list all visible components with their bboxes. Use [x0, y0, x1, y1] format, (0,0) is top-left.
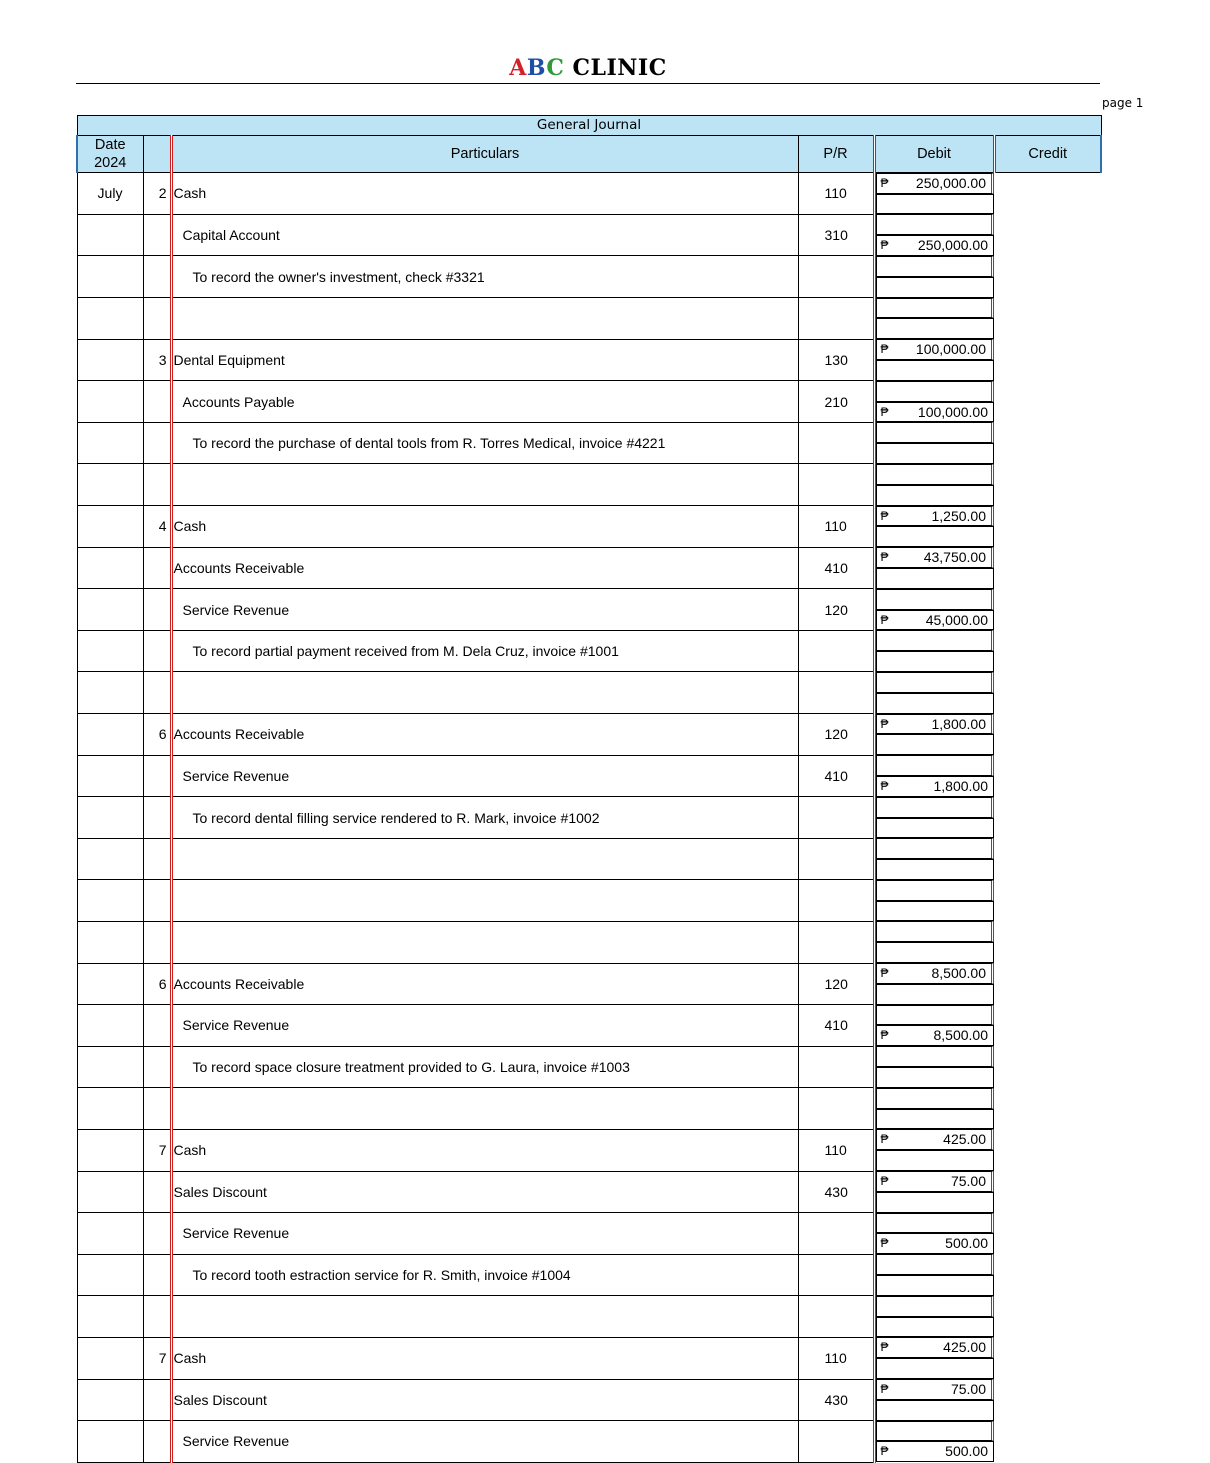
- date-header-year: 2024: [94, 154, 127, 171]
- day-column-header: [143, 135, 171, 172]
- row-credit: [876, 526, 995, 547]
- row-pr: 120: [798, 714, 874, 756]
- title-letter-b: B: [526, 55, 547, 81]
- row-pr: [798, 1254, 874, 1296]
- row-particulars: Accounts Receivable: [171, 963, 798, 1005]
- row-pr: 410: [798, 1005, 874, 1047]
- row-debit: [876, 1129, 995, 1150]
- row-pr: 110: [798, 1337, 874, 1379]
- row-pr: [798, 1296, 874, 1338]
- row-particulars: [171, 464, 798, 506]
- row-day: [143, 1296, 171, 1338]
- row-debit: [876, 1254, 995, 1275]
- row-day: [143, 630, 171, 672]
- journal-row: [77, 714, 1101, 756]
- row-month: [77, 1379, 143, 1421]
- general-journal-table: [76, 115, 1102, 1463]
- row-debit: [876, 838, 995, 859]
- row-credit: [876, 1150, 995, 1171]
- row-credit: [876, 443, 995, 464]
- row-month: [77, 921, 143, 963]
- row-day: 7: [143, 1337, 171, 1379]
- journal-row: [77, 1254, 1101, 1296]
- debit-currency-symbol: ₱: [880, 716, 889, 731]
- journal-row: [77, 1337, 1101, 1379]
- row-debit: [876, 714, 995, 735]
- journal-row: [77, 1213, 1101, 1255]
- debit-currency-symbol: ₱: [880, 966, 889, 981]
- row-credit: [876, 1067, 995, 1088]
- row-day: [143, 464, 171, 506]
- row-month: [77, 1254, 143, 1296]
- row-credit: [876, 984, 995, 1005]
- debit-currency-symbol: ₱: [880, 550, 889, 565]
- row-credit: [876, 651, 995, 672]
- row-debit: [876, 1046, 995, 1067]
- row-pr: [798, 1046, 874, 1088]
- debit-amount: 1,250.00: [931, 507, 986, 524]
- row-debit: [876, 963, 995, 984]
- row-debit: [876, 1088, 995, 1109]
- row-pr: 120: [798, 963, 874, 1005]
- row-credit: [876, 485, 995, 506]
- journal-row: [77, 298, 1101, 340]
- credit-amount: 250,000.00: [917, 237, 988, 254]
- row-credit: [876, 734, 995, 755]
- row-day: [143, 1254, 171, 1296]
- journal-row: [77, 630, 1101, 672]
- debit-amount: 75.00: [950, 1173, 986, 1190]
- row-day: [143, 1379, 171, 1421]
- row-pr: 130: [798, 339, 874, 381]
- row-debit: [876, 1337, 995, 1358]
- debit-amount: 425.00: [943, 1131, 986, 1148]
- row-day: [143, 921, 171, 963]
- row-month: [77, 672, 143, 714]
- journal-row: [77, 755, 1101, 797]
- row-particulars: To record the owner's investment, check #3321: [171, 256, 798, 298]
- journal-row: [77, 214, 1101, 256]
- row-particulars: To record partial payment received from M. Dela Cruz, invoice #1001: [171, 630, 798, 672]
- journal-row: [77, 422, 1101, 464]
- row-month: [77, 1213, 143, 1255]
- date-column-header: [77, 135, 143, 172]
- credit-amount: 1,800.00: [933, 777, 988, 794]
- row-month: [77, 1171, 143, 1213]
- journal-row: [77, 339, 1101, 381]
- row-month: [77, 214, 143, 256]
- debit-amount: 250,000.00: [915, 174, 986, 191]
- debit-currency-symbol: ₱: [880, 1174, 889, 1189]
- row-pr: 120: [798, 589, 874, 631]
- row-particulars: To record space closure treatment provided to G. Laura, invoice #1003: [171, 1046, 798, 1088]
- row-pr: [798, 797, 874, 839]
- row-pr: 410: [798, 755, 874, 797]
- row-debit: [876, 1421, 995, 1442]
- journal-row: [77, 1046, 1101, 1088]
- row-credit: [876, 1275, 995, 1296]
- row-particulars: [171, 880, 798, 922]
- row-month: [77, 547, 143, 589]
- journal-row: [77, 880, 1101, 922]
- row-particulars: [171, 838, 798, 880]
- row-pr: [798, 256, 874, 298]
- title-letter-c: C: [546, 55, 565, 81]
- credit-currency-symbol: ₱: [880, 612, 889, 627]
- row-particulars: Sales Discount: [171, 1171, 798, 1213]
- debit-currency-symbol: ₱: [880, 175, 889, 190]
- title-underline: [76, 83, 1100, 84]
- debit-amount: 75.00: [950, 1381, 986, 1398]
- row-day: [143, 1171, 171, 1213]
- row-month: [77, 1421, 143, 1463]
- credit-amount: 500.00: [945, 1235, 988, 1252]
- journal-row: [77, 1421, 1101, 1463]
- debit-currency-symbol: ₱: [880, 1382, 889, 1397]
- row-day: [143, 672, 171, 714]
- row-credit: [876, 318, 995, 339]
- journal-body: [77, 172, 1101, 1462]
- row-day: 6: [143, 963, 171, 1005]
- row-credit: [876, 402, 995, 423]
- row-day: [143, 838, 171, 880]
- debit-amount: 1,800.00: [931, 715, 986, 732]
- row-particulars: Sales Discount: [171, 1379, 798, 1421]
- row-pr: [798, 1088, 874, 1130]
- row-day: [143, 880, 171, 922]
- debit-amount: 100,000.00: [915, 341, 986, 358]
- row-month: [77, 963, 143, 1005]
- journal-row: [77, 1379, 1101, 1421]
- row-day: 4: [143, 506, 171, 548]
- journal-row: [77, 1005, 1101, 1047]
- row-month: [77, 422, 143, 464]
- row-pr: [798, 630, 874, 672]
- row-particulars: Cash: [171, 1337, 798, 1379]
- journal-row: [77, 672, 1101, 714]
- credit-amount: 500.00: [945, 1443, 988, 1460]
- row-debit: [876, 755, 995, 776]
- row-particulars: Accounts Receivable: [171, 547, 798, 589]
- journal-title: General Journal: [77, 116, 1101, 136]
- row-debit: [876, 256, 995, 277]
- row-debit: [876, 1171, 995, 1192]
- row-particulars: Service Revenue: [171, 1005, 798, 1047]
- journal-row: [77, 921, 1101, 963]
- row-debit: [876, 464, 995, 485]
- row-day: [143, 589, 171, 631]
- credit-currency-symbol: ₱: [880, 404, 889, 419]
- row-month: [77, 630, 143, 672]
- row-credit: [876, 277, 995, 298]
- row-particulars: Service Revenue: [171, 1421, 798, 1463]
- debit-amount: 425.00: [943, 1339, 986, 1356]
- row-pr: 210: [798, 381, 874, 423]
- row-debit: [876, 1005, 995, 1026]
- row-debit: [876, 422, 995, 443]
- page-number: page 1: [1102, 96, 1144, 110]
- row-day: [143, 381, 171, 423]
- credit-amount: 100,000.00: [917, 403, 988, 420]
- journal-row: [77, 256, 1101, 298]
- row-particulars: To record dental filling service rendered to R. Mark, invoice #1002: [171, 797, 798, 839]
- row-credit: [876, 194, 995, 215]
- credit-amount: 45,000.00: [925, 611, 988, 628]
- row-pr: 110: [798, 1129, 874, 1171]
- row-month: [77, 339, 143, 381]
- journal-row: [77, 1088, 1101, 1130]
- row-day: [143, 298, 171, 340]
- debit-column-header: Debit: [874, 135, 994, 172]
- credit-currency-symbol: ₱: [880, 1444, 889, 1459]
- row-credit: [876, 1358, 995, 1379]
- credit-currency-symbol: ₱: [880, 238, 889, 253]
- journal-row: [77, 381, 1101, 423]
- row-month: [77, 755, 143, 797]
- row-debit: [876, 797, 995, 818]
- row-debit: [876, 298, 995, 319]
- row-day: [143, 547, 171, 589]
- row-credit: [876, 942, 995, 963]
- row-day: 7: [143, 1129, 171, 1171]
- row-debit: [876, 339, 995, 360]
- journal-row: [77, 1296, 1101, 1338]
- row-month: [77, 1046, 143, 1088]
- row-day: 6: [143, 714, 171, 756]
- row-day: [143, 1046, 171, 1088]
- row-month: [77, 1005, 143, 1047]
- date-header-label: Date: [94, 136, 126, 153]
- row-debit: [876, 672, 995, 693]
- debit-currency-symbol: ₱: [880, 1132, 889, 1147]
- row-credit: [876, 1233, 995, 1254]
- row-month: [77, 1088, 143, 1130]
- row-pr: [798, 298, 874, 340]
- row-pr: [798, 672, 874, 714]
- row-particulars: Accounts Receivable: [171, 714, 798, 756]
- row-credit: [876, 818, 995, 839]
- row-debit: [876, 1296, 995, 1317]
- row-month: [77, 714, 143, 756]
- row-credit: [876, 568, 995, 589]
- row-pr: [798, 464, 874, 506]
- credit-column-header: Credit: [994, 135, 1101, 172]
- journal-row: [77, 797, 1101, 839]
- row-day: [143, 1213, 171, 1255]
- row-particulars: [171, 672, 798, 714]
- row-debit: [876, 381, 995, 402]
- row-credit: [876, 901, 995, 922]
- row-month: [77, 506, 143, 548]
- row-pr: [798, 422, 874, 464]
- journal-row: [77, 1129, 1101, 1171]
- row-credit: [876, 776, 995, 797]
- row-month: [77, 1337, 143, 1379]
- row-particulars: Cash: [171, 1129, 798, 1171]
- debit-amount: 8,500.00: [931, 965, 986, 982]
- row-pr: 430: [798, 1171, 874, 1213]
- row-credit: [876, 859, 995, 880]
- debit-currency-symbol: ₱: [880, 1340, 889, 1355]
- credit-currency-symbol: ₱: [880, 778, 889, 793]
- row-credit: [876, 235, 995, 256]
- row-pr: [798, 838, 874, 880]
- row-debit: [876, 173, 995, 194]
- row-particulars: [171, 298, 798, 340]
- row-pr: 110: [798, 172, 874, 214]
- row-month: [77, 838, 143, 880]
- row-credit: [876, 360, 995, 381]
- row-debit: [876, 1213, 995, 1234]
- row-pr: [798, 1213, 874, 1255]
- credit-currency-symbol: ₱: [880, 1028, 889, 1043]
- row-month: [77, 589, 143, 631]
- row-month: [77, 298, 143, 340]
- row-day: [143, 422, 171, 464]
- row-month: [77, 1296, 143, 1338]
- row-particulars: [171, 921, 798, 963]
- debit-amount: 43,750.00: [923, 549, 986, 566]
- journal-row: [77, 589, 1101, 631]
- credit-amount: 8,500.00: [933, 1027, 988, 1044]
- row-particulars: Cash: [171, 506, 798, 548]
- row-pr: [798, 1421, 874, 1463]
- row-day: [143, 214, 171, 256]
- row-month: July: [77, 172, 143, 214]
- journal-row: [77, 963, 1101, 1005]
- row-month: [77, 880, 143, 922]
- row-day: [143, 1005, 171, 1047]
- row-month: [77, 381, 143, 423]
- row-particulars: Service Revenue: [171, 755, 798, 797]
- row-particulars: Service Revenue: [171, 589, 798, 631]
- row-particulars: Dental Equipment: [171, 339, 798, 381]
- row-particulars: Cash: [171, 172, 798, 214]
- debit-currency-symbol: ₱: [880, 342, 889, 357]
- journal-row: [77, 464, 1101, 506]
- row-day: [143, 755, 171, 797]
- title-rest: CLINIC: [564, 55, 667, 81]
- row-pr: [798, 880, 874, 922]
- row-month: [77, 797, 143, 839]
- row-pr: 430: [798, 1379, 874, 1421]
- row-debit: [876, 506, 995, 527]
- row-particulars: Capital Account: [171, 214, 798, 256]
- row-day: [143, 797, 171, 839]
- row-pr: 110: [798, 506, 874, 548]
- row-particulars: Accounts Payable: [171, 381, 798, 423]
- row-pr: 310: [798, 214, 874, 256]
- row-credit: [876, 610, 995, 631]
- row-particulars: To record tooth estraction service for R. Smith, invoice #1004: [171, 1254, 798, 1296]
- particulars-column-header: Particulars: [171, 135, 798, 172]
- row-credit: [876, 1109, 995, 1130]
- row-particulars: [171, 1296, 798, 1338]
- row-month: [77, 1129, 143, 1171]
- row-particulars: [171, 1088, 798, 1130]
- journal-row: [77, 838, 1101, 880]
- row-credit: [876, 1400, 995, 1421]
- row-debit: [876, 214, 995, 235]
- row-pr: 410: [798, 547, 874, 589]
- row-debit: [876, 547, 995, 568]
- row-day: [143, 256, 171, 298]
- journal-row: [77, 506, 1101, 548]
- pr-column-header: P/R: [798, 135, 874, 172]
- row-credit: [876, 693, 995, 714]
- row-day: [143, 1088, 171, 1130]
- row-credit: [876, 1192, 995, 1213]
- row-day: 2: [143, 172, 171, 214]
- row-day: [143, 1421, 171, 1463]
- row-credit: [876, 1441, 995, 1462]
- journal-row: [77, 1171, 1101, 1213]
- journal-row: [77, 172, 1101, 214]
- row-debit: [876, 921, 995, 942]
- credit-currency-symbol: ₱: [880, 1236, 889, 1251]
- row-debit: [876, 630, 995, 651]
- row-credit: [876, 1317, 995, 1338]
- row-month: [77, 464, 143, 506]
- row-credit: [876, 1025, 995, 1046]
- debit-currency-symbol: ₱: [880, 508, 889, 523]
- row-particulars: To record the purchase of dental tools from R. Torres Medical, invoice #4221: [171, 422, 798, 464]
- row-pr: [798, 921, 874, 963]
- row-day: 3: [143, 339, 171, 381]
- row-particulars: Service Revenue: [171, 1213, 798, 1255]
- row-debit: [876, 1379, 995, 1400]
- clinic-title: [0, 55, 1176, 81]
- row-debit: [876, 880, 995, 901]
- title-letter-a: A: [509, 55, 527, 81]
- row-month: [77, 256, 143, 298]
- journal-row: [77, 547, 1101, 589]
- row-debit: [876, 589, 995, 610]
